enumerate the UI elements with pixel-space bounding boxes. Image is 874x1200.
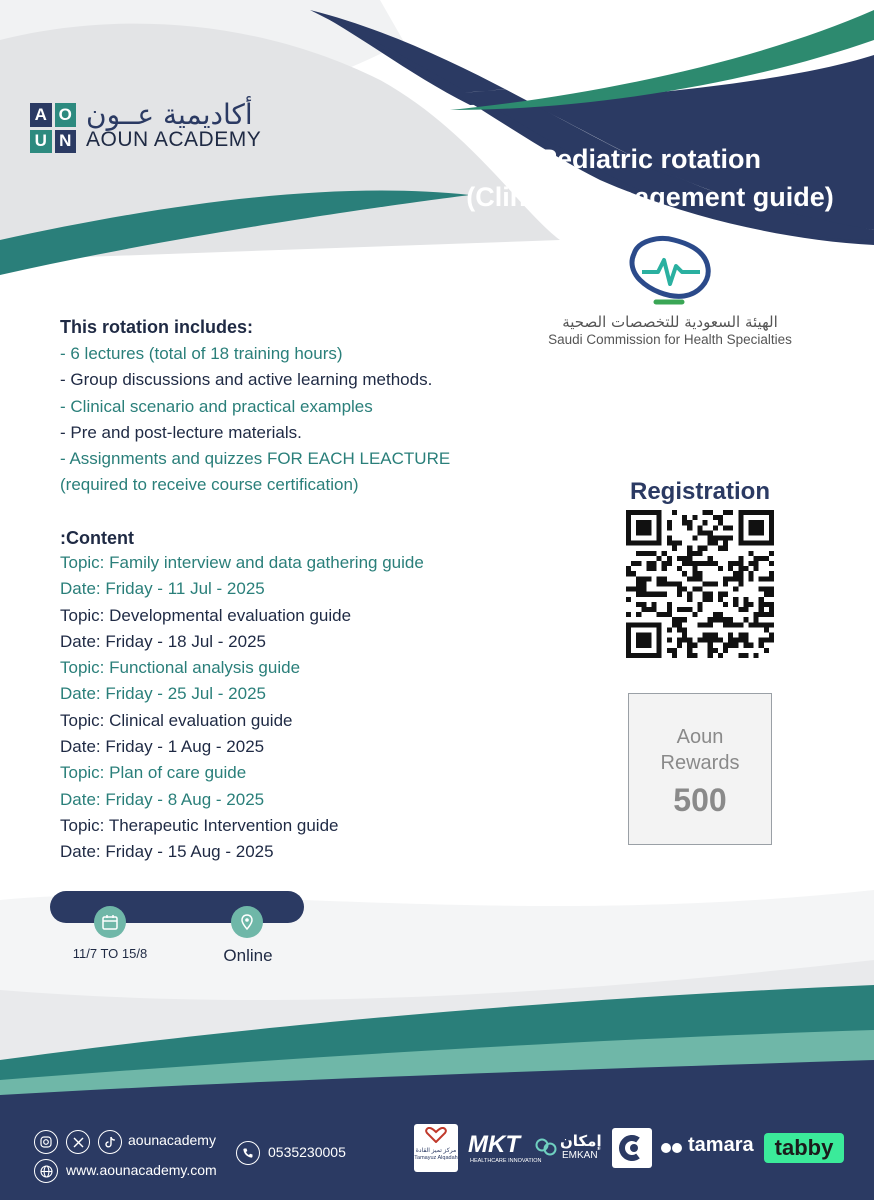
content-date: Date: Friday - 25 Jul - 2025 — [60, 684, 266, 704]
logo-letter-o: O — [55, 103, 77, 127]
content-topic: Topic: Developmental evaluation guide — [60, 605, 352, 625]
brand-name-arabic: أكاديمية عــون — [86, 98, 253, 131]
includes-item: - Group discussions and active learning methods. — [60, 370, 433, 390]
calendar-icon — [94, 906, 126, 938]
tamayoz-name-english: Tamayuz Alqadah — [414, 1155, 458, 1161]
tiktok-icon[interactable] — [98, 1130, 122, 1154]
tamayoz-logo — [414, 1124, 458, 1172]
rewards-points: 500 — [673, 782, 727, 818]
course-mode: Online — [223, 946, 273, 965]
course-title-line2: (Clinical management guide) — [466, 182, 834, 212]
mkt-tagline: HEALTHCARE INNOVATION — [470, 1158, 542, 1164]
content-date: Date: Friday - 15 Aug - 2025 — [60, 842, 274, 862]
tamara-logo: tamara — [688, 1134, 754, 1156]
x-icon[interactable] — [66, 1130, 90, 1154]
emkan-logo-icon — [534, 1137, 558, 1157]
tamara-logo-icon — [660, 1141, 684, 1155]
instagram-icon[interactable] — [34, 1130, 58, 1154]
includes-item: - 6 lectures (total of 18 training hours) — [60, 344, 343, 363]
logo-letter-u: U — [30, 130, 52, 154]
content-heading: :Content — [60, 528, 134, 548]
course-title — [430, 140, 870, 216]
content-topic: Topic: Functional analysis guide — [60, 658, 301, 678]
social-handle[interactable]: aounacademy — [128, 1132, 216, 1148]
includes-item: - Clinical scenario and practical examples — [60, 396, 373, 416]
website-link[interactable]: www.aounacademy.com — [66, 1162, 217, 1178]
includes-item: - Assignments and quizzes FOR EACH LEACTURE — [60, 449, 451, 469]
content-section — [60, 526, 424, 866]
includes-heading: This rotation includes: — [60, 317, 254, 337]
brand-name-english: AOUN ACADEMY — [86, 128, 262, 151]
content-date: Date: Friday - 18 Jul - 2025 — [60, 631, 266, 651]
content-topic: Topic: Plan of care guide — [60, 763, 247, 783]
aoun-logo-mark — [30, 103, 76, 153]
phone-number[interactable]: 0535230005 — [268, 1144, 346, 1160]
scfhs-logo-icon — [620, 232, 716, 308]
tabby-logo: tabby — [764, 1133, 844, 1163]
emkan-name-arabic: إمكان — [560, 1132, 602, 1150]
includes-section — [60, 316, 450, 499]
logo-letter-a: A — [30, 103, 52, 127]
mkt-logo: MKT — [468, 1131, 520, 1158]
includes-item: - Pre and post-lecture materials. — [60, 422, 302, 442]
content-topic: Topic: Family interview and data gathering guide — [60, 553, 424, 572]
content-date: Date: Friday - 8 Aug - 2025 — [60, 789, 265, 809]
globe-icon — [34, 1159, 58, 1183]
social-links — [34, 1130, 122, 1154]
tamayoz-name-arabic: مركز تميز القادة — [415, 1148, 457, 1154]
scfhs-name-english: Saudi Commission for Health Specialties — [548, 332, 792, 347]
phone-icon — [236, 1141, 260, 1165]
scfhs-name-arabic: الهيئة السعودية للتخصصات الصحية — [562, 313, 778, 331]
partner-c-logo-icon — [612, 1128, 652, 1168]
content-date: Date: Friday - 11 Jul - 2025 — [60, 579, 265, 599]
content-topic: Topic: Therapeutic Intervention guide — [60, 815, 339, 835]
rewards-line2: Rewards — [660, 752, 740, 774]
registration-label: Registration — [629, 478, 770, 505]
emkan-name-english: EMKAN — [562, 1150, 598, 1161]
location-pin-icon — [231, 906, 263, 938]
qr-code-icon[interactable] — [626, 510, 774, 658]
rewards-box — [628, 693, 772, 845]
content-topic: Topic: Clinical evaluation guide — [60, 710, 293, 730]
rewards-line1: Aoun — [676, 726, 724, 748]
logo-letter-n: N — [55, 130, 77, 154]
course-date-range: 11/7 TO 15/8 — [72, 946, 148, 961]
course-title-line1: Pediatric rotation — [538, 144, 762, 174]
info-bar — [50, 891, 304, 923]
content-date: Date: Friday - 1 Aug - 2025 — [60, 737, 265, 757]
includes-item: (required to receive course certification) — [60, 475, 359, 495]
